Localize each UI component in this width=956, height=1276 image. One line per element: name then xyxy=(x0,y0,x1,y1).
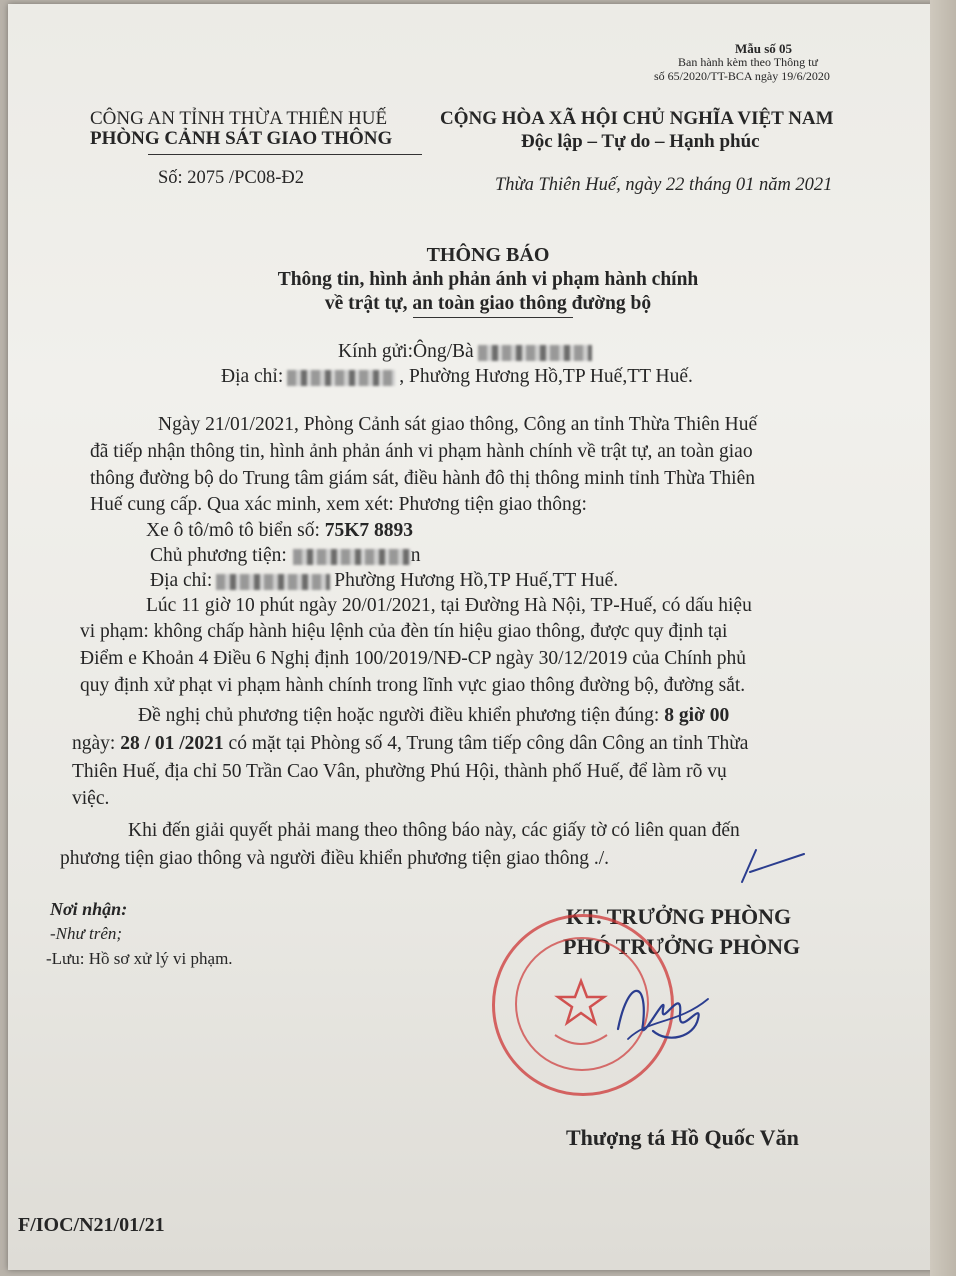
form-reference-line1: Ban hành kèm theo Thông tư xyxy=(678,55,818,69)
redacted-recipient-address xyxy=(287,370,395,386)
signer-name: Thượng tá Hồ Quốc Văn xyxy=(566,1125,799,1150)
signature-title-2: PHÓ TRƯỞNG PHÒNG xyxy=(563,934,801,959)
receiver-item-1: -Như trên; xyxy=(50,924,123,943)
vehicle-address-label: Địa chỉ: xyxy=(150,570,213,591)
recipient-address-tail: , Phường Hương Hồ,TP Huế,TT Huế. xyxy=(399,366,693,387)
issuing-department: PHÒNG CẢNH SÁT GIAO THÔNG xyxy=(90,128,393,149)
paper-edge-background xyxy=(930,0,956,1276)
appointment-day-label: ngày: xyxy=(72,733,116,754)
national-motto: Độc lập – Tự do – Hạnh phúc xyxy=(521,131,760,152)
issuing-agency: CÔNG AN TỈNH THỪA THIÊN HUẾ xyxy=(90,108,388,129)
department-underline xyxy=(148,154,422,155)
body-p3-line2 xyxy=(72,729,748,758)
recipient-line xyxy=(338,341,592,363)
body-p2-line2: vi phạm: không chấp hành hiệu lệnh của đèn tín hiệu giao thông, được quy định tại xyxy=(80,621,728,642)
body-p2-line1: Lúc 11 giờ 10 phút ngày 20/01/2021, tại Đường Hà Nội, TP-Huế, có dấu hiệu xyxy=(146,595,752,616)
recipient-greeting: Kính gửi:Ông/Bà xyxy=(338,341,474,362)
document-page xyxy=(8,4,940,1270)
body-p3-line4: việc. xyxy=(72,788,110,809)
notice-subtitle-1: Thông tin, hình ảnh phản ánh vi phạm hành chính xyxy=(277,269,699,290)
body-p3-line3: Thiên Huế, địa chỉ 50 Trần Cao Vân, phường Phú Hội, thành phố Huế, để làm rõ vụ xyxy=(72,761,727,782)
body-p3-line1 xyxy=(138,701,729,730)
form-number: Mẫu số 05 xyxy=(735,41,793,56)
body-p4-line2: phương tiện giao thông và người điều khiển phương tiện giao thông ./. xyxy=(60,848,609,869)
ink-checkmark xyxy=(738,842,808,892)
receivers-title: Nơi nhận: xyxy=(50,899,128,919)
body-p4-line1: Khi đến giải quyết phải mang theo thông báo này, các giấy tờ có liên quan đến xyxy=(128,820,740,841)
footer-code: F/IOC/N21/01/21 xyxy=(18,1214,165,1236)
appointment-date: 28 / 01 /2021 xyxy=(120,733,224,754)
body-p1-line1: Ngày 21/01/2021, Phòng Cảnh sát giao thông, Công an tỉnh Thừa Thiên Huế xyxy=(158,414,758,435)
document-number: Số: 2075 /PC08-Đ2 xyxy=(158,168,304,188)
owner-label: Chủ phương tiện: xyxy=(150,545,287,566)
redacted-owner-name xyxy=(293,549,411,565)
document-date: Thừa Thiên Huế, ngày 22 tháng 01 năm 2021 xyxy=(495,175,833,195)
body-p2-line4: quy định xử phạt vi phạm hành chính trong lĩnh vực giao thông đường bộ, đường sắt. xyxy=(80,675,746,696)
national-title: CỘNG HÒA XÃ HỘI CHỦ NGHĨA VIỆT NAM xyxy=(440,108,834,129)
plate-number: 75K7 8893 xyxy=(324,520,414,541)
receiver-item-2: -Lưu: Hồ sơ xử lý vi phạm. xyxy=(46,949,233,968)
vehicle-address-tail: Phường Hương Hồ,TP Huế,TT Huế. xyxy=(334,570,619,591)
body-p1-line2: đã tiếp nhận thông tin, hình ảnh phản ánh vi phạm hành chính về trật tự, an toàn giao xyxy=(90,441,753,462)
body-p1-line3: thông đường bộ do Trung tâm giám sát, điều hành đô thị thông minh tỉnh Thừa Thiên xyxy=(90,468,755,489)
redacted-recipient-name xyxy=(478,345,592,361)
body-p3-line2-text: có mặt tại Phòng số 4, Trung tâm tiếp công dân Công an tỉnh Thừa xyxy=(228,733,749,754)
plate-label: Xe ô tô/mô tô biển số: xyxy=(146,520,320,541)
handwritten-signature xyxy=(608,969,718,1054)
signature-title-1: KT. TRƯỞNG PHÒNG xyxy=(566,904,792,929)
notice-title: THÔNG BÁO xyxy=(426,244,550,266)
title-underline xyxy=(413,317,573,318)
body-p2-line3: Điểm e Khoản 4 Điều 6 Nghị định 100/2019/NĐ-CP ngày 30/12/2019 của Chính phủ xyxy=(80,648,747,669)
form-reference-line2: số 65/2020/TT-BCA ngày 19/6/2020 xyxy=(654,69,830,83)
appointment-time: 8 giờ 00 xyxy=(664,705,730,726)
body-p3-line1-text: Đề nghị chủ phương tiện hoặc người điều khiển phương tiện đúng: xyxy=(138,705,660,726)
recipient-address-line xyxy=(221,366,693,388)
owner-tail: n xyxy=(410,545,421,566)
body-p1-line4: Huế cung cấp. Qua xác minh, xem xét: Phương tiện giao thông: xyxy=(90,494,587,515)
redacted-vehicle-address xyxy=(216,574,330,590)
notice-subtitle-2: về trật tự, an toàn giao thông đường bộ xyxy=(324,293,652,314)
recipient-address-label: Địa chỉ: xyxy=(221,366,284,387)
